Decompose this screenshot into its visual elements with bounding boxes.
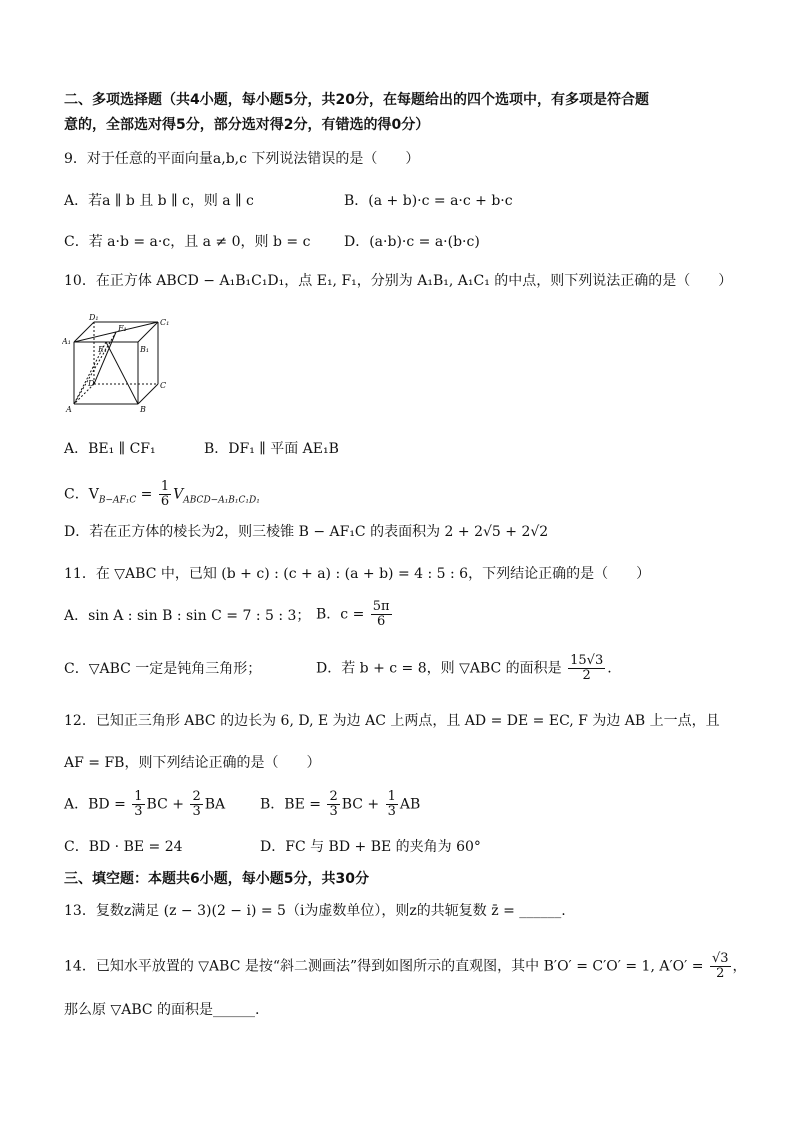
q10-c-num: 1 [160,479,170,494]
q11-stem: 11．在 ▽ABC 中，已知 (b + c) : (c + a) : (a + b) = 4 : 5 : 6，下列结论正确的是（ ） [64,566,651,582]
q12-b-end: AB [399,796,421,813]
q11-option-b [316,600,394,629]
q14-suffix: ， [732,958,747,975]
section2-title-line2: 意的，全部选对得5分，部分选对得2分，有错选的得0分） [64,117,430,133]
edge-a1d1 [74,322,94,342]
label-a1: A₁ [62,337,71,346]
q11-b-prefix: B．c = [316,606,369,623]
q12-b-prefix: B．BE = [260,796,326,813]
label-b1: B₁ [140,345,150,354]
q12-a-f1d: 3 [134,804,143,819]
q10-stem: 10．在正方体 ABCD − A₁B₁C₁D₁，点 E₁, F₁，分别为 A₁B₁, A₁C₁ 的中点，则下列说法正确的是（ ） [64,273,733,289]
edge-cb [138,384,158,404]
cube-figure [62,312,184,418]
label-b: B [140,405,146,414]
q12-a-end: BA [204,796,226,813]
q14-den: 2 [716,966,725,981]
q12-b-f2d: 3 [387,804,396,819]
q9-option-d: D．(a·b)·c = a·(b·c) [344,234,480,250]
q14-num: √3 [711,951,729,966]
label-e1: E₁ [98,345,108,354]
q12-option-a [64,790,225,819]
q10-option-a: A．BE₁ ∥ CF₁ [64,441,156,457]
q12-a-f1n: 1 [134,789,143,804]
q10-option-c [64,480,260,509]
label-d1: D₁ [89,313,99,322]
label-f1: F₁ [118,324,127,333]
section3-title: 三、填空题：本题共6小题，每小题5分，共30分 [64,871,369,887]
q10-c-fraction [159,480,171,509]
q12-option-b [260,790,420,819]
q10-c-sub1: B−AF₁C [98,495,137,506]
q11-d-prefix: D．若 b + c = 8，则 ▽ABC 的面积是 [316,660,567,677]
q14-stem-line2: 那么原 ▽ABC 的面积是______. [64,1002,260,1018]
q13-stem: 13．复数z满足 (z − 3)(2 − i) = 5（i为虚数单位），则z的共轭复数 z̄ = ______. [64,903,566,919]
q9-stem: 9．对于任意的平面向量a,b,c 下列说法错误的是（ ） [64,151,420,167]
q11-b-fraction [371,600,392,629]
q10-c-sub2: ABCD−A₁B₁C₁D₁ [183,495,260,506]
q11-option-a: A．sin A : sin B : sin C = 7 : 5 : 3； [64,608,311,624]
label-d: D [88,379,95,388]
q12-b-frac1 [327,790,339,819]
q10-option-d: D．若在正方体的棱长为2，则三棱锥 B − AF₁C 的表面积为 2 + 2√5 + 2√2 [64,524,549,540]
q10-c-prefix: C．V [64,486,99,503]
q10-c-v: V [173,486,184,503]
label-a: A [66,405,72,414]
q12-b-frac2 [386,790,398,819]
q12-a-f2n: 2 [192,789,201,804]
q12-b-f2n: 1 [387,789,396,804]
q9-option-b: B．(a + b)·c = a·c + b·c [344,193,513,209]
q11-b-num: 5π [372,599,390,614]
q11-d-den: 2 [582,668,591,683]
section2-title-line1: 二、多项选择题（共4小题，每小题5分，共20分，在每题给出的四个选项中，有多项是符合题 [64,92,649,108]
q12-option-c: C．BD · BE = 24 [64,839,183,855]
q12-a-frac2 [190,790,202,819]
q11-d-fraction [568,654,605,683]
q9-option-c: C．若 a·b = a·c，且 a ≠ 0，则 b = c [64,234,311,250]
q12-a-frac1 [132,790,144,819]
q9-option-a: A．若a ∥ b 且 b ∥ c，则 a ∥ c [64,193,254,209]
q10-c-eq: = [136,486,157,503]
q12-option-d: D．FC 与 BD + BE 的夹角为 60° [260,839,481,855]
q12-b-mid: BC + [341,796,384,813]
q12-stem-line1: 12．已知正三角形 ABC 的边长为 6, D, E 为边 AC 上两点，且 AD = DE = EC, F 为边 AB 上一点，且 [64,713,720,729]
line-e1b [106,342,138,404]
q12-a-prefix: A．BD = [64,796,131,813]
q14-fraction [710,952,731,981]
line-f1d [94,332,116,384]
q12-stem-line2: AF = FB，则下列结论正确的是（ ） [64,755,321,771]
q12-b-f1d: 3 [329,804,338,819]
q11-d-suffix: . [607,660,612,677]
q14-stem-line1 [64,952,747,981]
line-f1a [74,332,116,404]
q11-option-d [316,654,612,683]
q11-option-c: C．▽ABC 一定是钝角三角形； [64,661,262,677]
label-c: C [160,381,167,390]
edge-c1b1 [138,322,158,342]
q10-c-den: 6 [160,494,170,509]
label-c1: C₁ [160,318,170,327]
q10-option-b: B．DF₁ ∥ 平面 AE₁B [204,441,339,457]
q11-d-num: 15√3 [570,653,604,668]
q14-prefix: 14．已知水平放置的 ▽ABC 是按“斜二测画法”得到如图所示的直观图，其中 B′O′ = C′O′ = 1, A′O′ = [64,958,708,975]
q12-a-mid: BC + [146,796,189,813]
q12-b-f1n: 2 [329,789,338,804]
q12-a-f2d: 3 [192,804,201,819]
q11-b-den: 6 [377,614,386,629]
